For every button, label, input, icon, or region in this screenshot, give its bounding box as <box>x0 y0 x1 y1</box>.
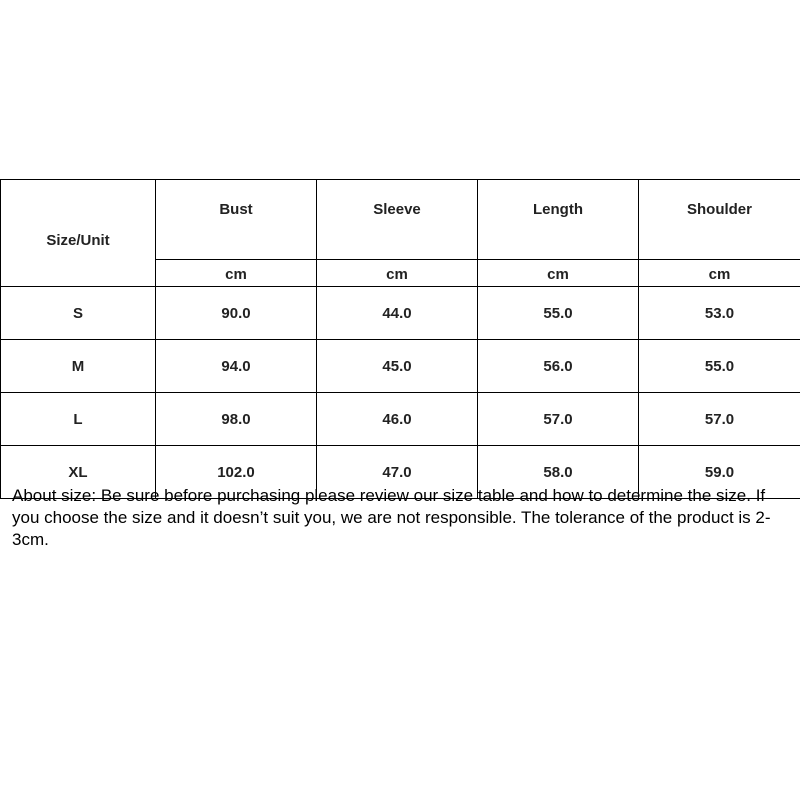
table-cell: 57.0 <box>478 393 639 446</box>
table-cell: 47.0 <box>317 446 478 499</box>
table-cell: 44.0 <box>317 287 478 340</box>
table-cell: 55.0 <box>478 287 639 340</box>
table-cell: 98.0 <box>156 393 317 446</box>
table-cell: 56.0 <box>478 340 639 393</box>
unit-cell-sleeve: cm <box>317 260 478 287</box>
size-label: XL <box>1 446 156 499</box>
unit-cell-length: cm <box>478 260 639 287</box>
table-cell: 45.0 <box>317 340 478 393</box>
table-cell: 46.0 <box>317 393 478 446</box>
table-cell: 102.0 <box>156 446 317 499</box>
table-cell: 55.0 <box>639 340 800 393</box>
table-cell: 90.0 <box>156 287 317 340</box>
corner-cell: Size/Unit <box>1 180 156 287</box>
table-cell: 53.0 <box>639 287 800 340</box>
column-header-shoulder: Shoulder <box>639 180 800 260</box>
header-row <box>1 180 800 260</box>
table-cell: 58.0 <box>478 446 639 499</box>
size-label: M <box>1 340 156 393</box>
unit-cell-bust: cm <box>156 260 317 287</box>
table-row <box>1 340 800 393</box>
unit-cell-shoulder: cm <box>639 260 800 287</box>
table-cell: 59.0 <box>639 446 800 499</box>
column-header-bust: Bust <box>156 180 317 260</box>
table-row <box>1 287 800 340</box>
table-cell: 94.0 <box>156 340 317 393</box>
size-label: L <box>1 393 156 446</box>
column-header-sleeve: Sleeve <box>317 180 478 260</box>
size-note: About size: Be sure before purchasing please review our size table and how to determine the size. If you choose the size and it doesn’t suit you, we are not responsible. The tolerance of the product is 2-3cm. <box>12 486 771 549</box>
size-table <box>0 179 800 499</box>
table-cell: 57.0 <box>639 393 800 446</box>
table-row <box>1 393 800 446</box>
size-label: S <box>1 287 156 340</box>
column-header-length: Length <box>478 180 639 260</box>
